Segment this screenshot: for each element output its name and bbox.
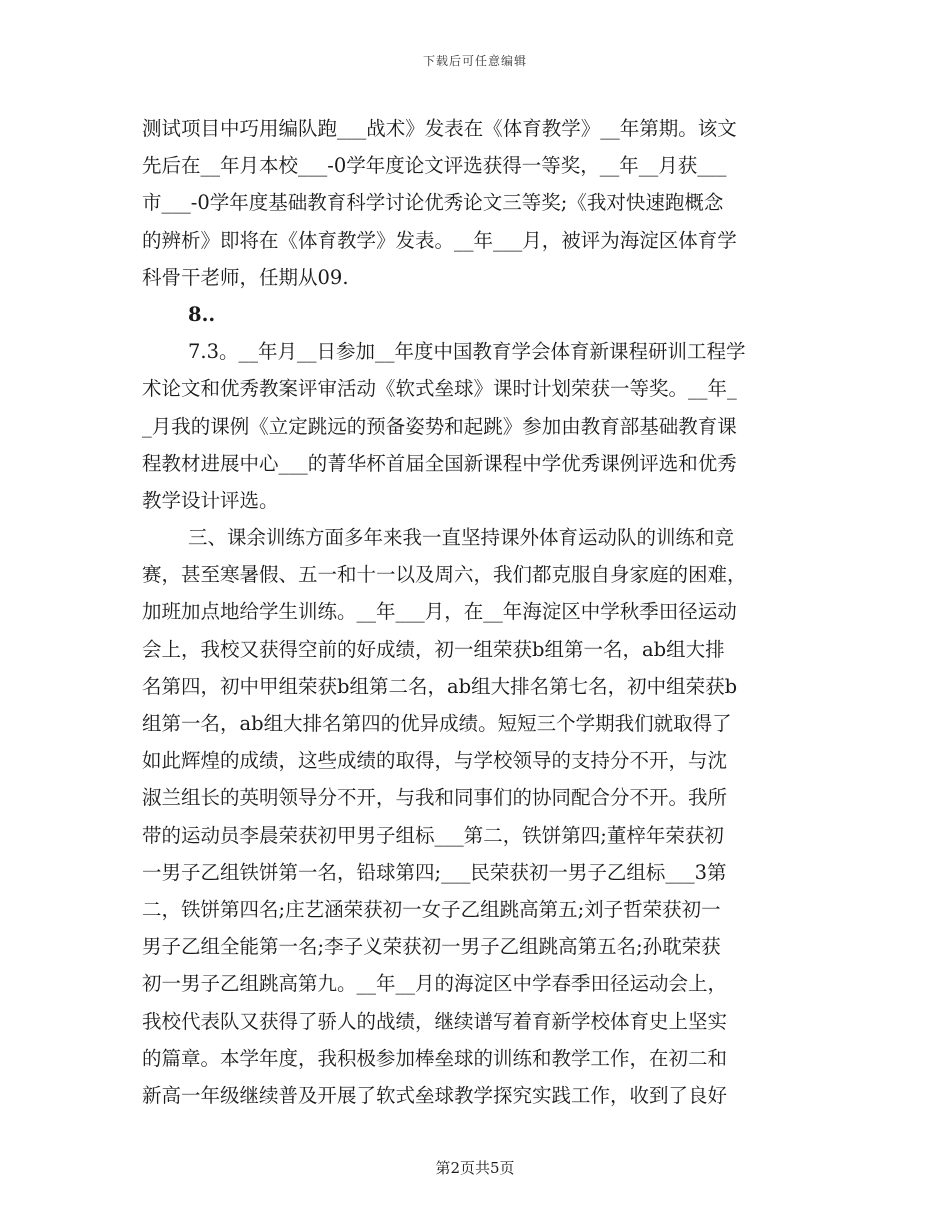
text-line: 带的运动员李晨荣获初甲男子组标___第二，铁饼第四;董梓年荣获初 <box>142 823 724 847</box>
text-line: 如此辉煌的成绩，这些成绩的取得，与学校领导的支持分不开，与沈 <box>142 749 728 773</box>
text-line: 我校代表队又获得了骄人的战绩，继续谱写着育新学校体育史上坚实 <box>142 1009 728 1033</box>
text-line: 初一男子乙组跳高第九。__年__月的海淀区中学春季田径运动会上， <box>142 972 728 996</box>
paragraph-start: 三、课余训练方面多年来我一直坚持课外体育运动队的训练和竞 <box>188 526 735 550</box>
text-line: 组第一名，ab组大排名第四的优异成绩。短短三个学期我们就取得了 <box>142 712 732 735</box>
text-line: 男子乙组全能第一名;李子义荣获初一男子乙组跳高第五名;孙耽荣获 <box>142 935 721 959</box>
text-line: 科骨干老师，任期从09. <box>142 265 349 289</box>
text-line: 市___-0学年度基础教育科学讨论优秀论文三等奖;《我对快速跑概念 <box>142 191 724 215</box>
text-line: 会上，我校又获得空前的好成绩，初一组荣获b组第一名，ab组大排 <box>142 637 725 661</box>
text-line: 的辨析》即将在《体育教学》发表。__年___月，被评为海淀区体育学 <box>142 228 737 252</box>
page-number: 第2页共5页 <box>435 1159 515 1177</box>
text-line: 的篇章。本学年度，我积极参加棒垒球的训练和教学工作，在初二和 <box>142 1046 728 1070</box>
text-line: 二，铁饼第四名;庄艺涵荣获初一女子乙组跳高第五;刘子哲荣获初一 <box>142 897 721 921</box>
text-line: 一男子乙组铁饼第一名，铅球第四;___民荣获初一男子乙组标___3第 <box>142 860 727 884</box>
body-text <box>142 110 812 1114</box>
text-line: 名第四，初中甲组荣获b组第二名，ab组大排名第七名，初中组荣获b <box>142 674 738 698</box>
text-line: _月我的课例《立定跳远的预备姿势和起跳》参加由教育部基础教育课 <box>142 414 737 438</box>
text-line: 加班加点地给学生训练。__年___月，在__年海淀区中学秋季田径运动 <box>142 600 737 624</box>
text-line: 赛，甚至寒暑假、五一和十一以及周六，我们都克服自身家庭的困难， <box>142 563 747 587</box>
text-line: 先后在__年月本校___-0学年度论文评选获得一等奖，__年__月获___ <box>142 154 727 178</box>
paragraph-start: 7.3。__年月__日参加__年度中国教育学会体育新课程研训工程学 <box>188 340 746 364</box>
text-line: 新高一年级继续普及开展了软式垒球教学探究实践工作，收到了良好 <box>142 1083 728 1107</box>
section-number: 8.. <box>188 302 216 326</box>
text-line: 测试项目中巧用编队跑___战术》发表在《体育教学》__年第期。该文 <box>142 117 737 140</box>
header-note: 下载后可任意编辑 <box>422 54 527 68</box>
text-line: 淑兰组长的英明领导分不开，与我和同事们的协同配合分不开。我所 <box>142 786 728 810</box>
text-line: 程教材进展中心___的菁华杯首届全国新课程中学优秀课例评选和优秀 <box>142 451 737 475</box>
text-line: 教学设计评选。 <box>142 488 279 512</box>
text-line: 术论文和优秀教案评审活动《软式垒球》课时计划荣获一等奖。__年_ <box>142 377 737 401</box>
